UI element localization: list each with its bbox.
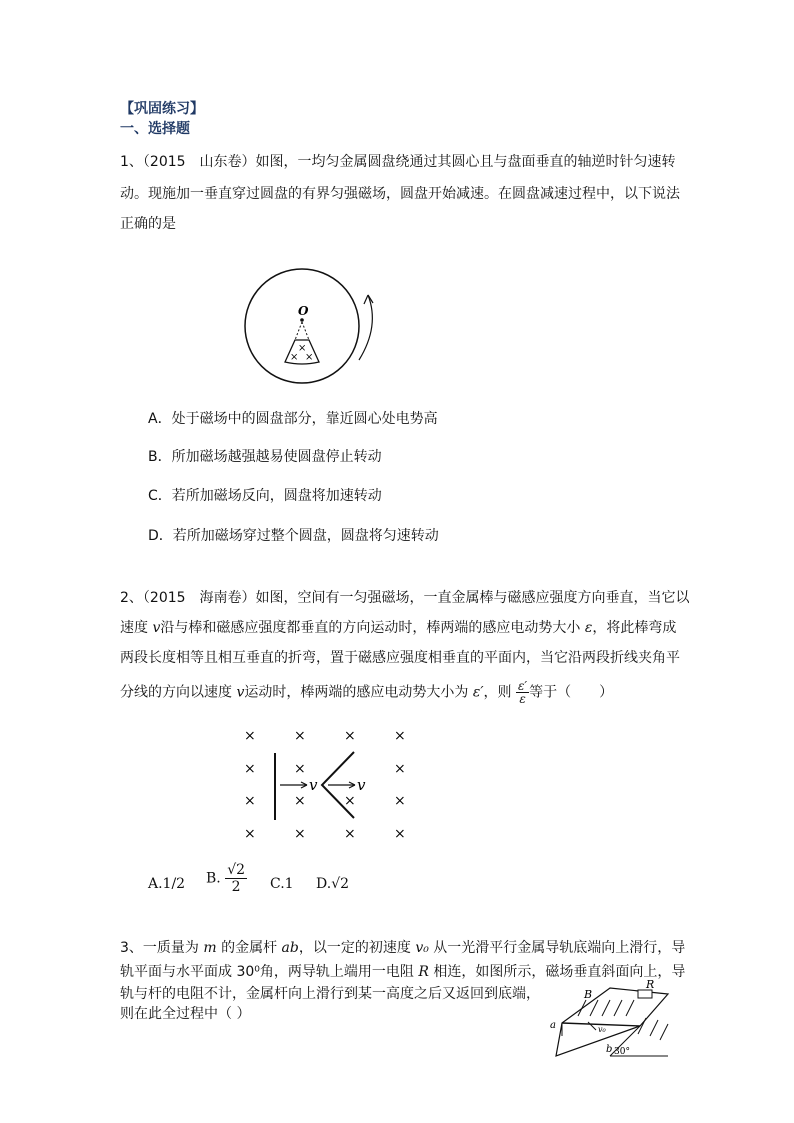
q2-emf-symbol: ε	[584, 620, 593, 636]
q2-option-d-value: √2	[331, 876, 350, 892]
resistor-box	[638, 990, 652, 998]
field-cross-grid	[244, 728, 406, 842]
label-b-field: B	[584, 988, 593, 1001]
q2-text-line1: 2、（2015 海南卷）如图，空间有一匀强磁场，一直金属棒与磁感应强度方向垂直，当它以	[120, 590, 690, 606]
cross-r1c1: ×	[244, 728, 256, 744]
cross-r1c2: ×	[294, 728, 306, 744]
q1-option-d: D．若所加磁场穿过整个圆盘，圆盘将匀速转动	[148, 528, 439, 544]
q2-option-b-prefix: B.	[206, 870, 221, 887]
q2-text-line3: 两段长度相等且相互垂直的折弯，置于磁感应强度相垂直的平面内，当它沿两段折线夹角平	[120, 650, 680, 666]
q2-option-d	[316, 876, 349, 892]
q3-text-line1	[120, 938, 685, 958]
field-boundary-dashed-left	[295, 322, 302, 340]
label-a: a	[550, 1020, 556, 1031]
q3-line1-part-d: 从一光滑平行金属导轨底端向上滑行，导	[428, 940, 686, 956]
q2-text-line4	[120, 680, 613, 705]
q2-emf-prime-symbol: ε′	[472, 684, 484, 701]
q2-ratio-numerator: ε′	[517, 679, 528, 693]
cross-r3c4: ×	[394, 793, 406, 809]
q3-mass-symbol: m	[203, 940, 217, 956]
q2-line4-part-c: ，则	[483, 684, 512, 701]
q2-line4-part-a: 分线的方向以速度	[120, 684, 237, 701]
cross-r3c1: ×	[244, 793, 256, 809]
q2-option-b-den: 2	[231, 879, 241, 895]
q2-option-a: A.1/2	[148, 876, 186, 892]
velocity-arrow-v0	[588, 1022, 596, 1030]
q3-resistor-symbol: R	[418, 964, 429, 980]
disc-circle	[245, 269, 359, 383]
q3-text-line4: 则在此全过程中（ ）	[120, 1006, 251, 1022]
q2-line2-part-b: 沿与棒和磁感应强度都垂直的方向运动时，棒两端的感应电动势大小	[160, 620, 585, 636]
cross-r4c1: ×	[244, 826, 256, 842]
q3-line1-part-b: 的金属杆	[216, 940, 282, 956]
section-subtitle: 一、选择题	[120, 121, 190, 137]
cross-r4c4: ×	[394, 826, 406, 842]
q2-field-figure	[232, 720, 432, 848]
q2-line4-part-b: 运动时，棒两端的感应电动势大小为	[244, 684, 473, 701]
rotation-arc	[359, 295, 372, 360]
q3-rod-symbol: ab	[281, 940, 299, 956]
disc-center-dot	[300, 318, 304, 322]
q2-option-b-num: √2	[227, 862, 246, 878]
q2-option-d-prefix: D.	[316, 876, 332, 892]
q2-line2-part-a: 速度	[120, 620, 153, 636]
field-cross-1: ×	[298, 343, 307, 354]
field-cross-2: ×	[290, 352, 299, 363]
q1-option-a: A．处于磁场中的圆盘部分，靠近圆心处电势高	[148, 411, 438, 427]
q2-text-line2	[120, 618, 676, 638]
q1-text-line1: 1、（2015 山东卷）如图，一均匀金属圆盘绕通过其圆心且与盘面垂直的轴逆时针匀速转	[120, 154, 676, 170]
q3-line2-part-b: 相连，如图所示，磁场垂直斜面向上，导	[428, 964, 686, 980]
q2-ratio-denominator: ε	[519, 692, 526, 706]
cross-r4c3: ×	[344, 826, 356, 842]
center-label-o: O	[298, 304, 309, 318]
q2-ratio-fraction	[516, 680, 529, 705]
cross-r2c1: ×	[244, 761, 256, 777]
cross-r3c3: ×	[344, 793, 356, 809]
q3-line2-part-a: 轨平面与水平面成 30⁰角，两导轨上端用一电阻	[120, 964, 419, 980]
q2-option-b	[206, 862, 247, 895]
q3-text-line3: 轨与杆的电阻不计，金属杆向上滑行到某一高度之后又返回到底端，	[120, 986, 540, 1002]
q1-text-line2: 动。现施加一垂直穿过圆盘的有界匀强磁场，圆盘开始减速。在圆盘减速过程中，以下说法	[120, 186, 680, 202]
label-angle: 30°	[614, 1047, 630, 1057]
field-cross-3: ×	[305, 352, 314, 363]
q1-option-c: C．若所加磁场反向，圆盘将加速转动	[148, 488, 382, 504]
q2-velocity-symbol: v	[152, 620, 161, 636]
q2-option-c: C.1	[270, 876, 294, 892]
label-resistor: R	[646, 978, 655, 991]
field-boundary-dashed-right	[302, 322, 309, 340]
q2-line4-part-d: 等于（ ）	[529, 684, 614, 701]
q1-text-line3: 正确的是	[120, 216, 176, 232]
cross-r3c2: ×	[294, 793, 306, 809]
rotation-arrow-icon	[364, 295, 373, 304]
q3-incline-figure	[548, 978, 678, 1060]
cross-r2c2: ×	[294, 761, 306, 777]
section-title: 【巩固练习】	[120, 101, 204, 117]
cross-r1c3: ×	[344, 728, 356, 744]
velocity-label-1: v	[309, 776, 318, 794]
field-lines	[578, 1000, 668, 1040]
velocity-label-2: v	[357, 776, 366, 794]
q2-option-b-fraction	[225, 862, 247, 895]
cross-r2c4: ×	[394, 761, 406, 777]
cross-r1c4: ×	[394, 728, 406, 744]
q3-initial-velocity-symbol: v₀	[415, 940, 429, 956]
label-v0: v₀	[598, 1025, 606, 1034]
q1-option-b: B．所加磁场越强越易使圆盘停止转动	[148, 449, 382, 465]
q1-disc-figure	[240, 262, 390, 392]
q2-line2-part-c: ，将此棒弯成	[592, 620, 677, 636]
label-b: b	[606, 1044, 613, 1055]
q3-line1-part-c: ，以一定的初速度	[298, 940, 416, 956]
q3-line1-part-a: 3、一质量为	[120, 940, 204, 956]
q2-velocity-symbol-2: v	[236, 684, 245, 701]
cross-r4c2: ×	[294, 826, 306, 842]
